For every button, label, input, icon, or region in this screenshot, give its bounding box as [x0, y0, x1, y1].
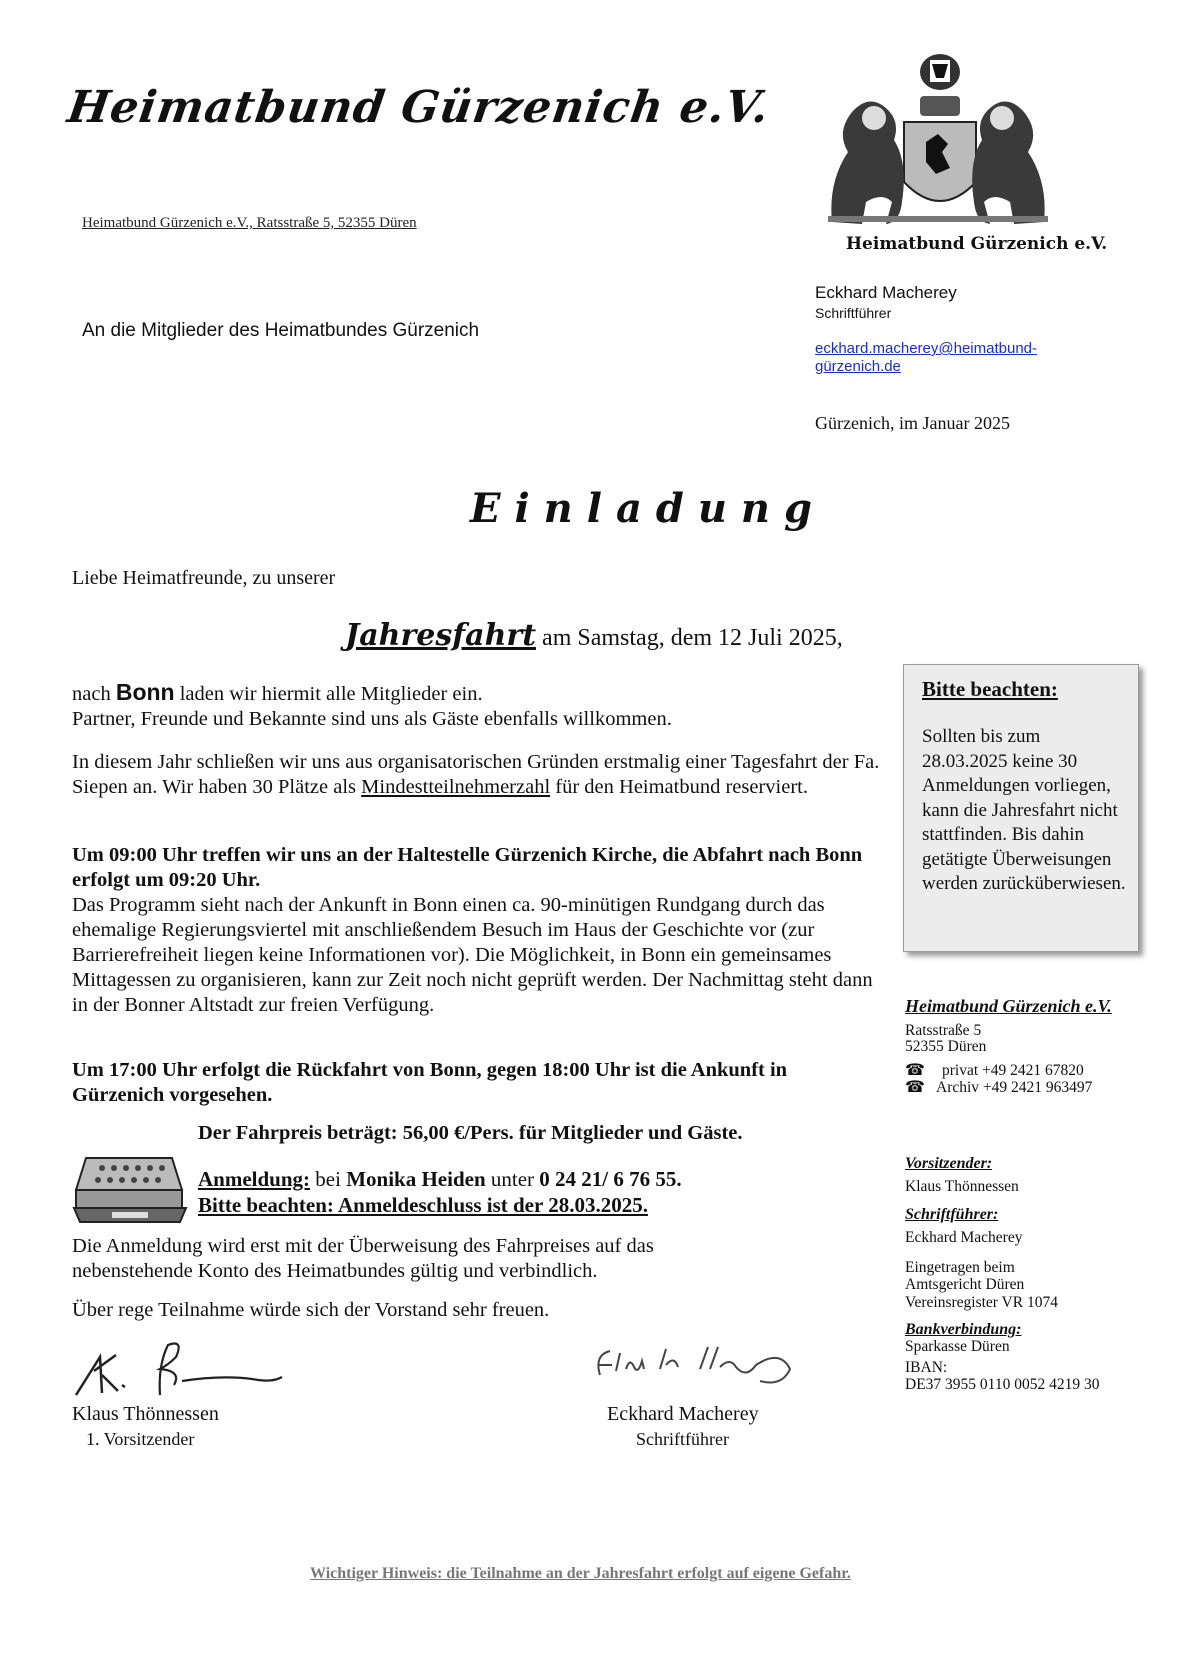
- sender-role: Schriftführer: [815, 305, 892, 321]
- crest-caption: Heimatbund Gürzenich e.V.: [846, 234, 1108, 254]
- invite-post: laden wir hiermit alle Mitglieder ein.: [174, 683, 483, 705]
- register-line-2: Amtsgericht Düren: [905, 1276, 1025, 1293]
- secretary-heading: Schriftführer:: [905, 1206, 999, 1223]
- bank-name: Sparkasse Düren: [905, 1338, 1010, 1355]
- signer-2-role: Schriftführer: [636, 1429, 729, 1449]
- price-text: Der Fahrpreis beträgt: 56,00 €/Pers. für Mitglieder und Gäste.: [198, 1122, 743, 1144]
- guests-text: Partner, Freunde und Bekannte sind uns als Gäste ebenfalls willkommen.: [72, 708, 672, 730]
- register-mid: unter: [485, 1167, 540, 1191]
- telephone-icon: ☎: [905, 1062, 925, 1079]
- trip-line: [345, 618, 843, 653]
- register-line-1: Eingetragen beim: [905, 1259, 1015, 1276]
- phone-archive: Archiv +49 2421 963497: [936, 1079, 1093, 1096]
- return-address: Heimatbund Gürzenich e.V., Ratsstraße 5, 52355 Düren: [82, 215, 417, 231]
- salutation: Liebe Heimatfreunde, zu unserer: [72, 567, 336, 589]
- invite-paragraph: [72, 680, 882, 732]
- register-line-3: Vereinsregister VR 1074: [905, 1294, 1058, 1311]
- signer-1-name: Klaus Thönnessen: [72, 1403, 219, 1425]
- secretary-name: Eckhard Macherey: [905, 1229, 1023, 1246]
- sender-email-line1[interactable]: eckhard.macherey@heimatbund-: [815, 340, 1038, 357]
- recipient: An die Mitglieder des Heimatbundes Gürzenich: [82, 320, 480, 341]
- sender-email-link[interactable]: [815, 340, 1075, 376]
- return-paragraph: Um 17:00 Uhr erfolgt die Rückfahrt von Bonn, gegen 18:00 Uhr ist die Ankunft in Gürzenich vorgesehen.: [72, 1059, 788, 1106]
- year-text-1: In diesem Jahr schließen wir uns aus organisatorischen Gründen erstmalig einer Tagesfahrt der Fa. Siepen an. Wir haben 30 Plätze als: [72, 751, 880, 798]
- crest-icon: [822, 52, 1054, 230]
- signature-2: [590, 1335, 810, 1395]
- notice-text: Sollten bis zum 28.03.2025 keine 30 Anmeldungen vorliegen, kann die Jahresfahrt nicht stattfinden. Bis dahin getätigte Überweisungen werden zurücküberwiesen.: [922, 726, 1126, 894]
- cash-register-icon: [72, 1150, 190, 1226]
- place-date: Gürzenich, im Januar 2025: [815, 413, 1010, 433]
- trip-word: Jahresfahrt: [345, 618, 537, 653]
- closing-paragraph: Über rege Teilnahme würde sich der Vorstand sehr freuen.: [72, 1299, 550, 1321]
- telephone-icon: ☎: [905, 1079, 925, 1096]
- org-title: Heimatbund Gürzenich e.V.: [64, 82, 773, 133]
- notice-box: [903, 664, 1139, 952]
- invite-pre: nach: [72, 683, 116, 705]
- destination: Bonn: [115, 679, 175, 705]
- sender-name: Eckhard Macherey: [815, 283, 957, 302]
- sidebar-city: 52355 Düren: [905, 1038, 987, 1055]
- document-title: Einladung: [470, 485, 826, 532]
- year-paragraph: [72, 750, 882, 800]
- deadline-text: Bitte beachten: Anmeldeschluss ist der 28.03.2025.: [198, 1193, 648, 1217]
- signature-1: [72, 1335, 302, 1405]
- minimum-participants: Mindestteilnehmerzahl: [361, 776, 551, 798]
- footer-note: Wichtiger Hinweis: die Teilnahme an der Jahresfahrt erfolgt auf eigene Gefahr.: [310, 1565, 851, 1582]
- iban-label: IBAN:: [905, 1359, 948, 1376]
- signer-1-role: 1. Vorsitzender: [86, 1429, 195, 1449]
- sidebar-org: Heimatbund Gürzenich e.V.: [905, 996, 1112, 1016]
- bank-heading: Bankverbindung:: [905, 1321, 1022, 1338]
- meeting-paragraph: Um 09:00 Uhr treffen wir uns an der Haltestelle Gürzenich Kirche, die Abfahrt nach Bonn erfolgt um 09:20 Uhr.: [72, 844, 863, 891]
- sender-email-line2[interactable]: gürzenich.de: [815, 358, 901, 375]
- payment-paragraph: Die Anmeldung wird erst mit der Überweisung des Fahrpreises auf das nebenstehende Konto des Heimatbundes gültig und verbindlich.: [72, 1235, 654, 1282]
- iban-value: DE37 3955 0110 0052 4219 30: [905, 1376, 1100, 1393]
- sidebar-street: Ratsstraße 5: [905, 1022, 982, 1039]
- register-person: Monika Heiden: [346, 1167, 486, 1191]
- phone-private: privat +49 2421 67820: [942, 1062, 1084, 1079]
- chair-name: Klaus Thönnessen: [905, 1178, 1019, 1195]
- register-label: Anmeldung:: [198, 1167, 311, 1191]
- chair-heading: Vorsitzender:: [905, 1155, 993, 1172]
- register-pre: bei: [310, 1167, 347, 1191]
- year-text-2: für den Heimatbund reserviert.: [550, 776, 809, 798]
- registration-block: [198, 1166, 682, 1218]
- register-phone: 0 24 21/ 6 76 55.: [539, 1167, 682, 1191]
- signer-2-name: Eckhard Macherey: [607, 1403, 759, 1425]
- program-paragraph: Das Programm sieht nach der Ankunft in Bonn einen ca. 90-minütigen Rundgang durch das ehemalige Regierungsviertel mit anschließendem Besuch im Haus der Geschichte vor (zur Barrierefreiheit liegen keine Informationen vor). Die Möglichkeit, in Bonn ein gemeinsames Mittagessen zu organisieren, kann zur Zeit noch nicht geprüft werden. Der Nachmittag steht dann in der Bonner Altstadt zur freien Verfügung.: [72, 894, 873, 1016]
- trip-date: am Samstag, dem 12 Juli 2025,: [536, 625, 843, 651]
- notice-title: Bitte beachten:: [922, 677, 1058, 701]
